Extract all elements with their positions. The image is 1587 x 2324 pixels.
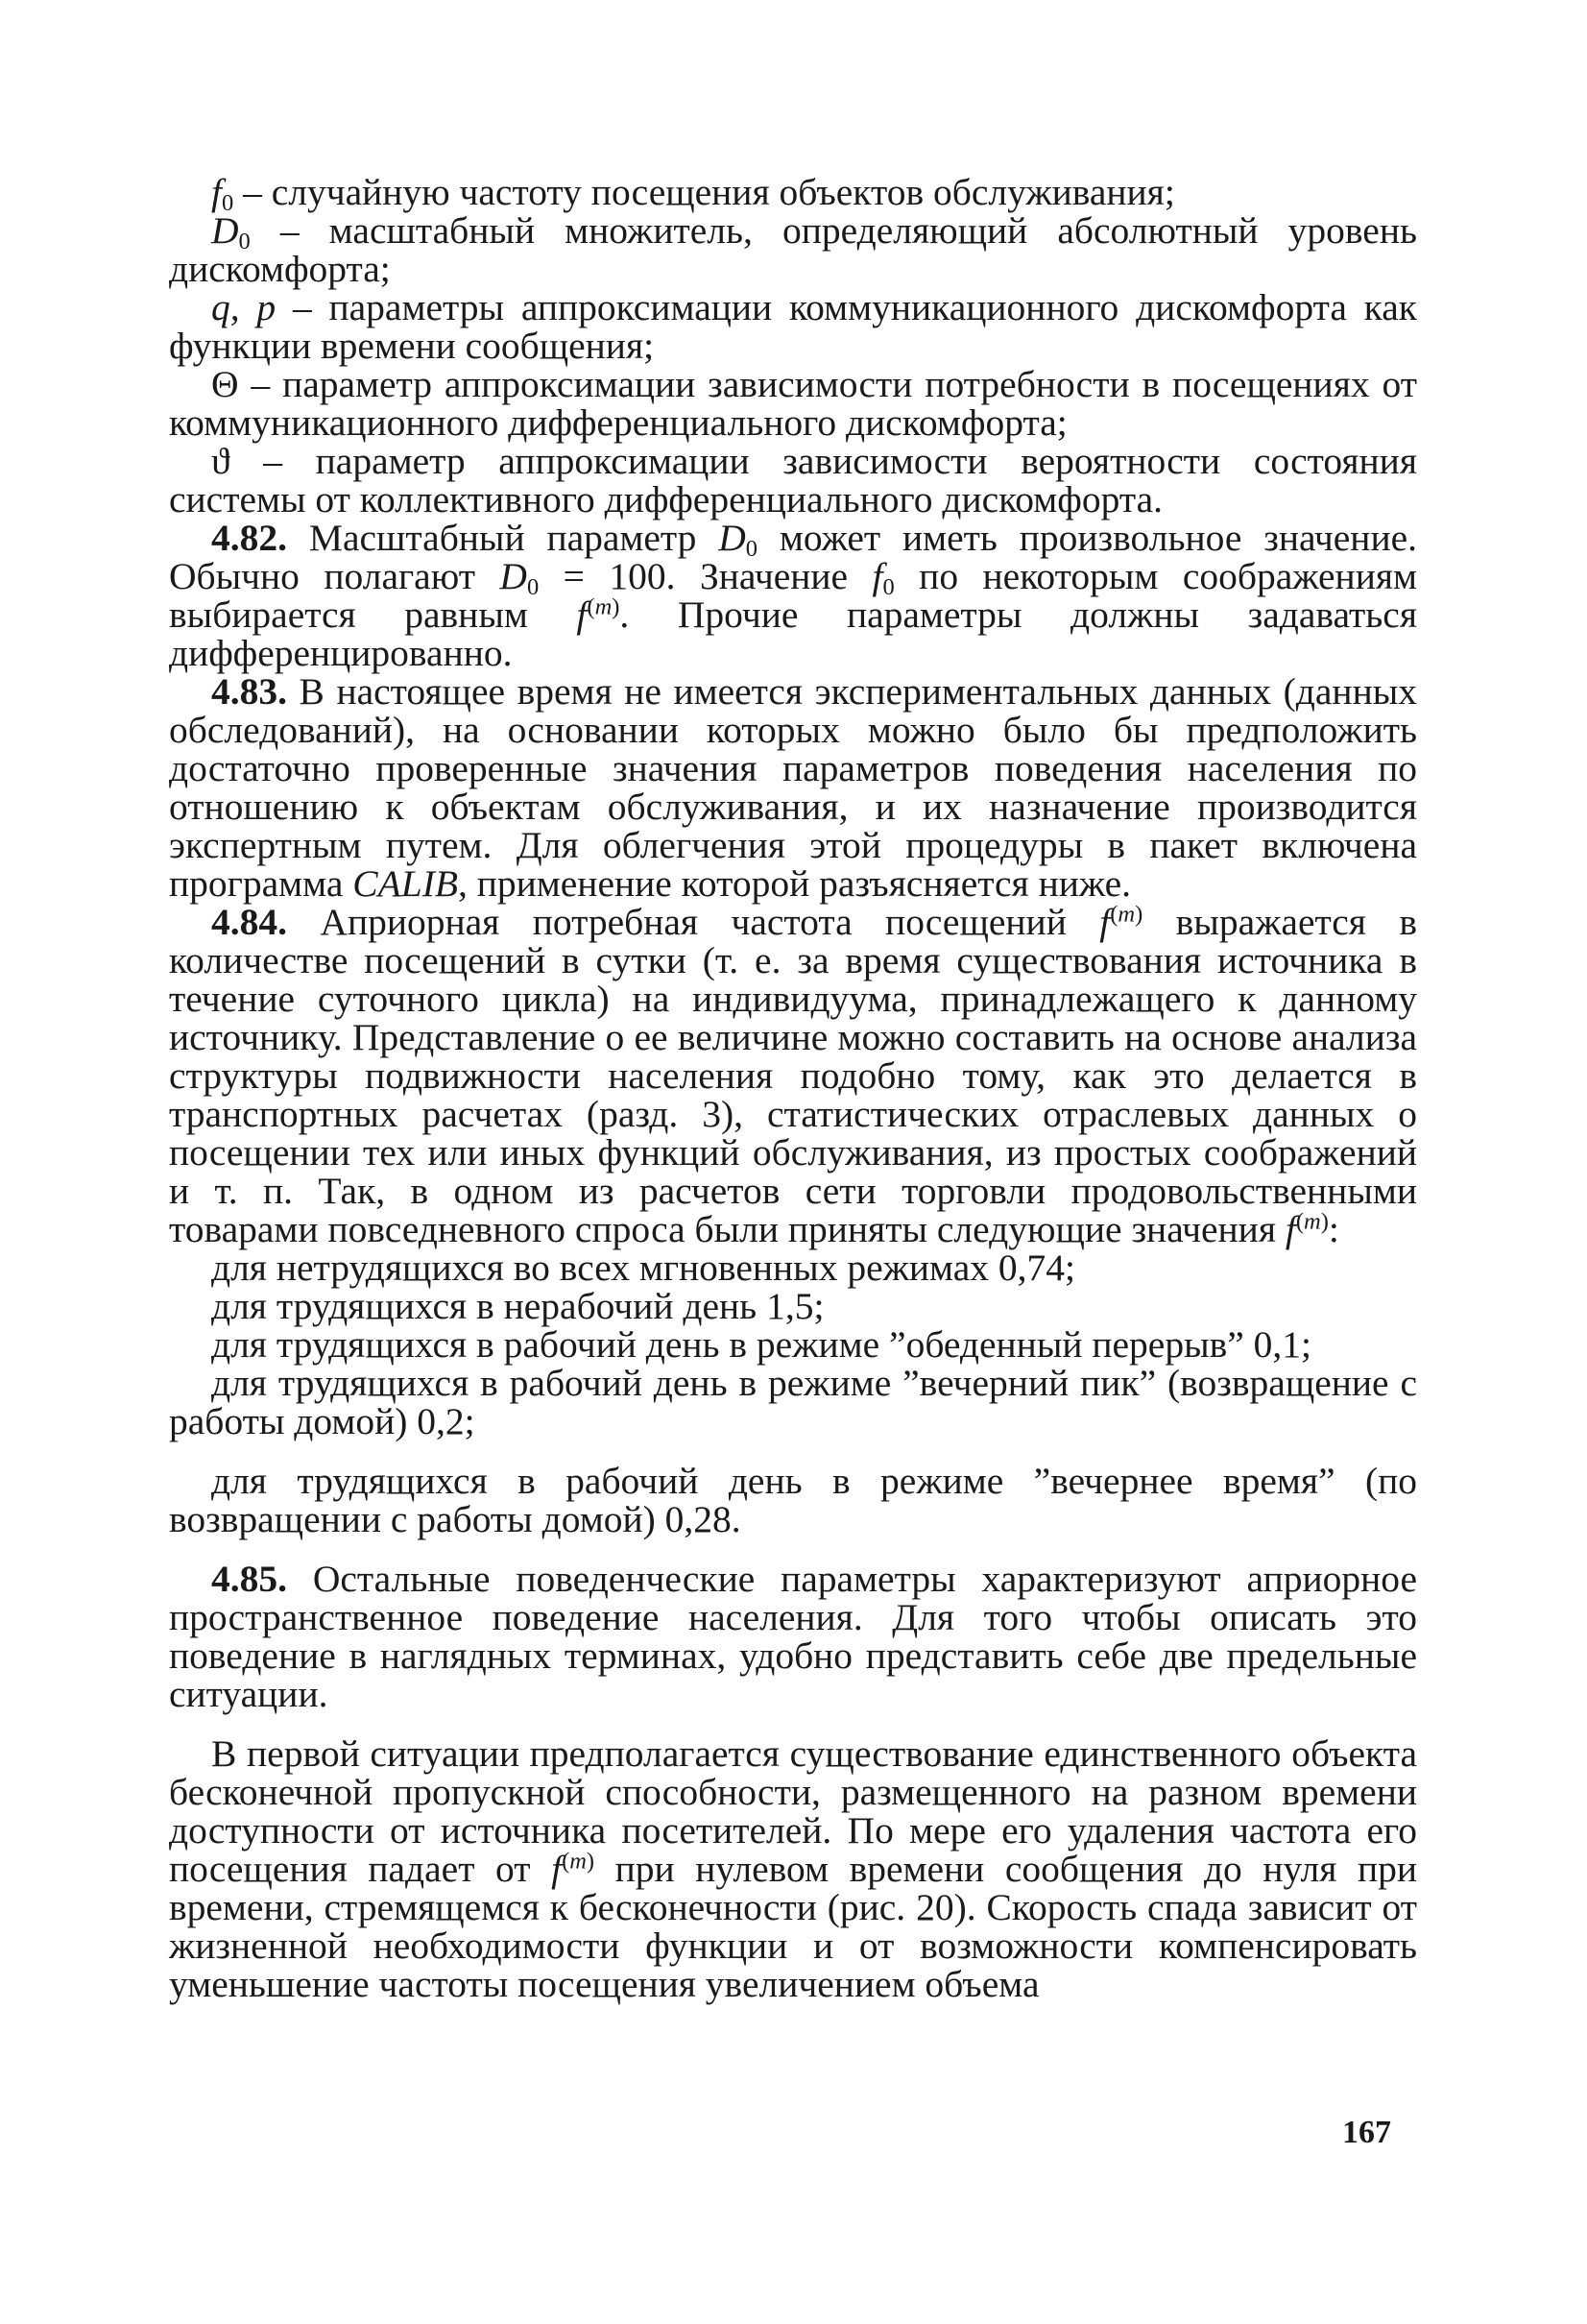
definition-q-p: q, p – параметры аппроксимации коммуникационного дискомфорта как функции времени сообщения;: [169, 286, 1417, 367]
definition-vartheta: ϑ – параметр аппроксимации зависимости вероятности состояния системы от коллективного дифференциального дискомфорта.: [169, 440, 1417, 520]
value-item: для трудящихся в рабочий день в режиме ”вечерний пик” (возвращение с работы домой) 0,2;: [169, 1362, 1417, 1442]
value-item: для трудящихся в рабочий день в режиме ”вечернее время” (по возвращении с работы домой) 0,28.: [169, 1460, 1417, 1540]
value-item: для нетрудящихся во всех мгновенных режимах 0,74;: [211, 1247, 1076, 1289]
paragraph-4-83: 4.83. В настоящее время не имеется экспериментальных данных (данных обследований), на основании которых можно было бы предположить достаточно проверенные значения параметров поведения населения по отношению к объектам обслуживания, и их назначение производится экспертным путем. Для облегчения этой процедуры в пакет включена программа CALIB, применение которой разъясняется ниже.: [169, 670, 1417, 905]
paragraph-first-situation: В первой ситуации предполагается существование единственного объекта бесконечной пропускной способности, размещенного на разном времени доступности от источника посетителей. По мере его удаления частота его посещения падает от $f^{(m)}$ при нулевом времени сообщения до нуля при времени, стремящемся к бесконечности (рис. 20). Скорость спада зависит от жизненной необходимости функции и от возможности компенсировать уменьшение частоты посещения увеличением объема: [169, 1732, 1417, 2005]
page-body: [169, 173, 1417, 2003]
value-item: для трудящихся в рабочий день в режиме ”обеденный перерыв” 0,1;: [211, 1323, 1312, 1366]
definition-theta: Θ – параметр аппроксимации зависимости потребности в посещениях от коммуникационного дифференциального дискомфорта;: [169, 363, 1417, 444]
definition-f0: $f_0$ – случайную частоту посещения объектов обслуживания;: [211, 171, 1175, 217]
definition-d0: $D_0$ – масштабный множитель, определяющий абсолютный уровень дискомфорта;: [169, 209, 1417, 290]
page-number: 167: [1342, 2115, 1391, 2150]
value-item: для трудящихся в нерабочий день 1,5;: [211, 1285, 825, 1327]
paragraph-4-85: 4.85. Остальные поведенческие параметры характеризуют априорное пространственное поведение населения. Для того чтобы описать это поведение в наглядных терминах, удобно представить себе две предельные ситуации.: [169, 1558, 1417, 1715]
paragraph-4-84: 4.84. Априорная потребная частота посещений $f^{(m)}$ выражается в количестве посещений в сутки (т. е. за время существования источника в течение суточного цикла) на индивидуума, принадлежащего к данному источнику. Представление о ее величине можно составить на основе анализа структуры подвижности населения подобно тому, как это делается в транспортных расчетах (разд. 3), статистических отраслевых данных о посещении тех или иных функций обслуживания, из простых соображений и т. п. Так, в одном из расчетов сети торговли продовольственными товарами повседневного спроса были приняты следующие значения $f^{(m)}$:: [169, 901, 1417, 1250]
paragraph-4-82: 4.82. Масштабный параметр $D_0$ может иметь произвольное значение. Обычно полагают $D_0 = 100$. Значение $f_0$ по некоторым соображениям выбирается равным $f^{(m)}$. Прочие параметры должны задаваться дифференцированно.: [169, 517, 1417, 674]
